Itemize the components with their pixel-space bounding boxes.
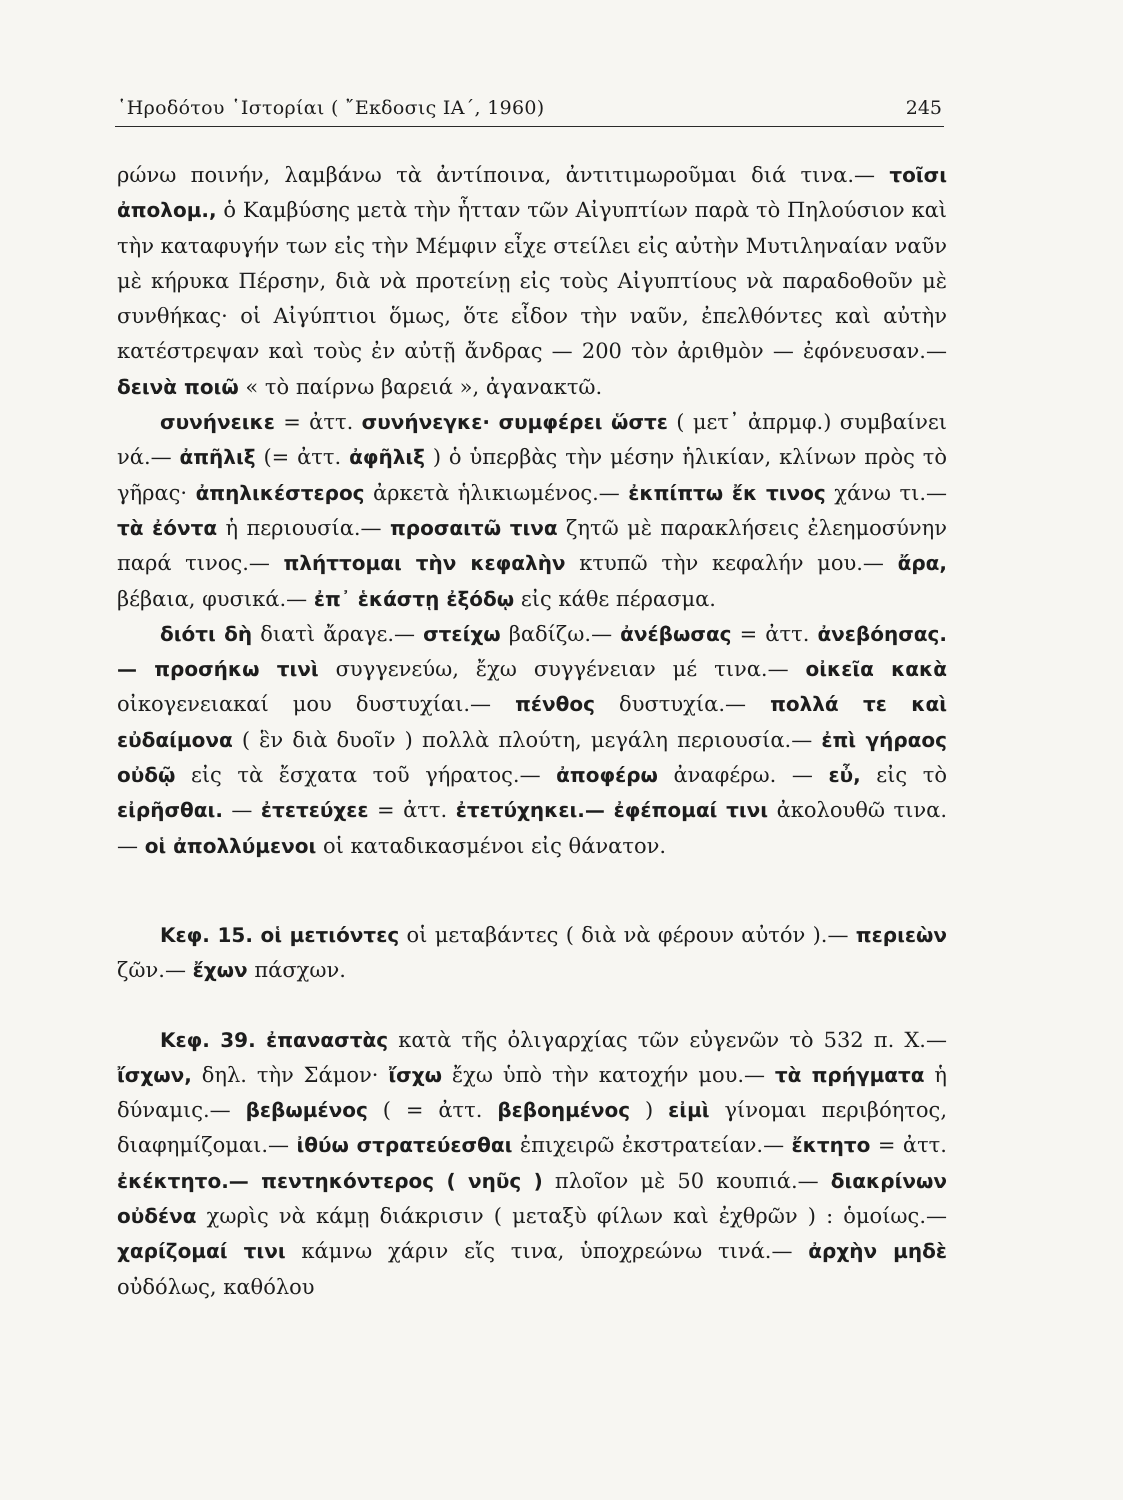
gloss-text: βέβαια, φυσικά.—	[117, 586, 314, 611]
lemma-term: πλήττομαι τὴν κεφαλὴν	[283, 551, 566, 576]
lemma-term: ἐκπίπτω ἔκ τινος	[628, 480, 826, 505]
gloss-text: = ἀττ.	[274, 410, 362, 435]
commentary-paragraph	[117, 1023, 947, 1305]
commentary-paragraph	[117, 918, 947, 989]
gloss-text: οἰκογενειακαί μου δυστυχίαι.—	[117, 692, 516, 717]
lemma-term: διακρίνων οὐδένα	[117, 1168, 947, 1229]
lemma-term: ἐκέκτητο.— πεντηκόντερος ( νηῦς )	[117, 1168, 543, 1193]
gloss-text: συγγενεύω, ἔχω συγγένειαν μέ τινα.—	[318, 657, 806, 682]
gloss-text: = ἀττ.	[870, 1133, 947, 1158]
running-head	[115, 92, 944, 127]
lemma-term: τοῖσι ἀπολομ.,	[117, 163, 947, 223]
gloss-text: οὐδόλως, καθόλου	[117, 1274, 315, 1299]
gloss-text: ( = ἀττ.	[367, 1098, 498, 1123]
gloss-text: κατὰ τῆς ὀλιγαρχίας τῶν εὐγενῶν τὸ 532 π. Χ.—	[388, 1027, 947, 1052]
lemma-term: βεβοημένος	[497, 1098, 631, 1123]
gloss-text: ὁ Καμβύσης μετὰ τὴν ἧτταν τῶν Αἰγυπτίων παρὰ τὸ Πηλούσιον καὶ τὴν καταφυγήν των εἰς τὴν Μέμφιν εἶχε στείλει εἰς αὐτὴν Μυτιληναίαν ναῦν μὲ κήρυκα Πέρσην, διὰ νὰ προτείνῃ εἰς τοὺς Αἰγυπτίους νὰ παραδοθοῦν μὲ συνθήκας· οἱ Αἰγύπτιοι ὅμως, ὅτε εἶδον τὴν ναῦν, ἐπελθόντες καὶ αὐτὴν κατέστρεψαν καὶ τοὺς ἐν αὐτῇ ἄνδρας — 200 τὸν ἀριθμὸν — ἐφόνευσαν.—	[117, 198, 947, 364]
running-title: ῾Ηροδότου ῾Ιστορίαι ( ῎Εκδοσις ΙΑ΄, 1960)	[117, 97, 545, 119]
commentary-paragraph	[117, 617, 947, 864]
lemma-term: ἀνέβωσας	[620, 621, 732, 646]
gloss-text: = ἀττ.	[731, 621, 818, 646]
gloss-text: ( μετ᾽ ἀπρμφ.) συμβαίνει νά.—	[117, 410, 947, 470]
gloss-text: δυστυχία.—	[595, 692, 771, 717]
lemma-term: ἔκτητο	[791, 1133, 871, 1158]
lemma-term: οἱ ἀπολλύμενοι	[144, 833, 317, 858]
lemma-term: πένθος	[515, 692, 595, 717]
lemma-term: ἀποφέρω	[556, 763, 658, 788]
lemma-term: ἀνεβόησας.— προσήκω τινὶ	[117, 621, 947, 682]
gloss-text: εἰς τὸ	[860, 763, 947, 788]
gloss-text: ἡ δύναμις.—	[117, 1062, 948, 1123]
lemma-term: ἀπηλικέστερος	[195, 480, 365, 505]
lemma-term: εὖ,	[828, 763, 861, 788]
gloss-text: γίνομαι περιβόητος, διαφημίζομαι.—	[117, 1098, 947, 1158]
gloss-text: χωρὶς νὰ κάμῃ διάκρισιν ( μεταξὺ φίλων καὶ ἐχθρῶν ) : ὁμοίως.—	[196, 1204, 947, 1229]
lemma-term: ἴσχω	[388, 1062, 442, 1087]
lemma-term: διότι δὴ	[160, 621, 253, 646]
lemma-term: χαρίζομαί τινι	[117, 1239, 286, 1264]
gloss-text: ζητῶ μὲ παρακλήσεις ἐλεημοσύνην παρά τινος.—	[117, 515, 948, 576]
lemma-term: ἀρχὴν μηδὲ	[808, 1239, 948, 1264]
gloss-text: —	[222, 798, 261, 823]
lemma-term: ἐπὶ γήραος οὐδῷ	[117, 727, 947, 788]
lemma-term: Κεφ. 39. ἐπαναστὰς	[160, 1027, 389, 1052]
lemma-term: ἴσχων,	[117, 1062, 192, 1087]
gloss-text: ζῶν.—	[117, 958, 193, 983]
gloss-text: ἀκολουθῶ τινα.—	[117, 798, 947, 858]
lemma-term: συνήνεγκε· συμφέρει ὥστε	[361, 410, 668, 435]
lemma-term: ἔχων	[192, 958, 248, 983]
gloss-text: εἰς κάθε πέρασμα.	[514, 586, 716, 611]
lemma-term: συνήνεικε	[160, 410, 275, 435]
gloss-text: ἀρκετὰ ἡλικιωμένος.—	[364, 480, 629, 505]
lemma-term: ἀφῆλιξ	[349, 445, 425, 470]
lemma-term: τὰ ἐόντα	[117, 515, 218, 540]
gloss-text: ἔχω ὑπὸ τὴν κατοχήν μου.—	[441, 1062, 775, 1087]
gloss-text: οἱ καταδικασμένοι εἰς θάνατον.	[316, 833, 667, 858]
lemma-term: οἰκεῖα κακὰ	[805, 657, 947, 682]
lemma-term: ἄρα,	[897, 551, 947, 576]
page-number: 245	[905, 97, 942, 119]
lemma-term: στείχω	[423, 621, 501, 646]
gloss-text: ( ἓν διὰ δυοῖν ) πολλὰ πλούτη, μεγάλη περιουσία.—	[232, 727, 822, 752]
lemma-term: Κεφ. 15. οἱ μετιόντες	[160, 922, 400, 947]
gloss-text: εἰς τὰ ἔσχατα τοῦ γήρατος.—	[175, 763, 557, 788]
lemma-term: δεινὰ ποιῶ	[117, 374, 239, 399]
lemma-term: ἀπῆλιξ	[179, 445, 256, 470]
lemma-term: εἰρῆσθαι.	[117, 798, 223, 823]
gloss-text: οἱ μεταβάντες ( διὰ νὰ φέρουν αὐτόν ).—	[399, 922, 856, 947]
commentary-paragraph	[117, 405, 947, 617]
commentary-body	[117, 158, 947, 1305]
lemma-term: ἰθύω στρατεύεσθαι	[296, 1133, 513, 1158]
gloss-text: « τὸ παίρνω βαρειά », ἀγανακτῶ.	[238, 374, 603, 399]
gloss-text: ἐπιχειρῶ ἐκστρατείαν.—	[512, 1133, 792, 1158]
lemma-term: ἐτετύχηκει.— ἐφέπομαί τινι	[455, 798, 769, 823]
lemma-term: πολλά τε καὶ εὐδαίμονα	[117, 692, 947, 752]
lemma-term: προσαιτῶ τινα	[389, 515, 558, 540]
gloss-text: διατὶ ἄραγε.—	[252, 621, 424, 646]
gloss-text: πλοῖον μὲ 50 κουπιά.—	[542, 1168, 831, 1193]
lemma-term: τὰ πρήγματα	[774, 1062, 925, 1087]
gloss-text: = ἀττ.	[368, 798, 456, 823]
lemma-term: ἐτετεύχεε	[260, 798, 369, 823]
gloss-text: κάμνω χάριν εἴς τινα, ὑποχρεώνω τινά.—	[285, 1239, 809, 1264]
lemma-term: περιεὼν	[855, 922, 947, 947]
lemma-term: εἰμὶ	[668, 1098, 710, 1123]
gloss-text: (= ἀττ.	[255, 445, 350, 470]
gloss-text: δηλ. τὴν Σάμον·	[191, 1062, 389, 1087]
gloss-text: κτυπῶ τὴν κεφαλήν μου.—	[565, 551, 898, 576]
gloss-text: ἡ περιουσία.—	[217, 515, 390, 540]
gloss-text: χάνω τι.—	[825, 480, 947, 505]
gloss-text: ἀναφέρω. —	[657, 763, 829, 788]
gloss-text: βαδίζω.—	[500, 621, 621, 646]
lemma-term: βεβωμένος	[245, 1098, 368, 1123]
gloss-text: )	[630, 1098, 669, 1123]
commentary-paragraph	[117, 158, 947, 405]
gloss-text: ) ὁ ὑπερβὰς τὴν μέσην ἡλικίαν, κλίνων πρὸς τὸ γῆρας·	[117, 445, 947, 505]
lemma-term: ἐπ᾽ ἑκάστῃ ἐξόδῳ	[313, 586, 515, 611]
gloss-text: ρώνω ποινήν, λαμβάνω τὰ ἀντίποινα, ἀντιτιμωροῦμαι διά τινα.—	[117, 163, 890, 187]
gloss-text: πάσχων.	[247, 958, 346, 983]
